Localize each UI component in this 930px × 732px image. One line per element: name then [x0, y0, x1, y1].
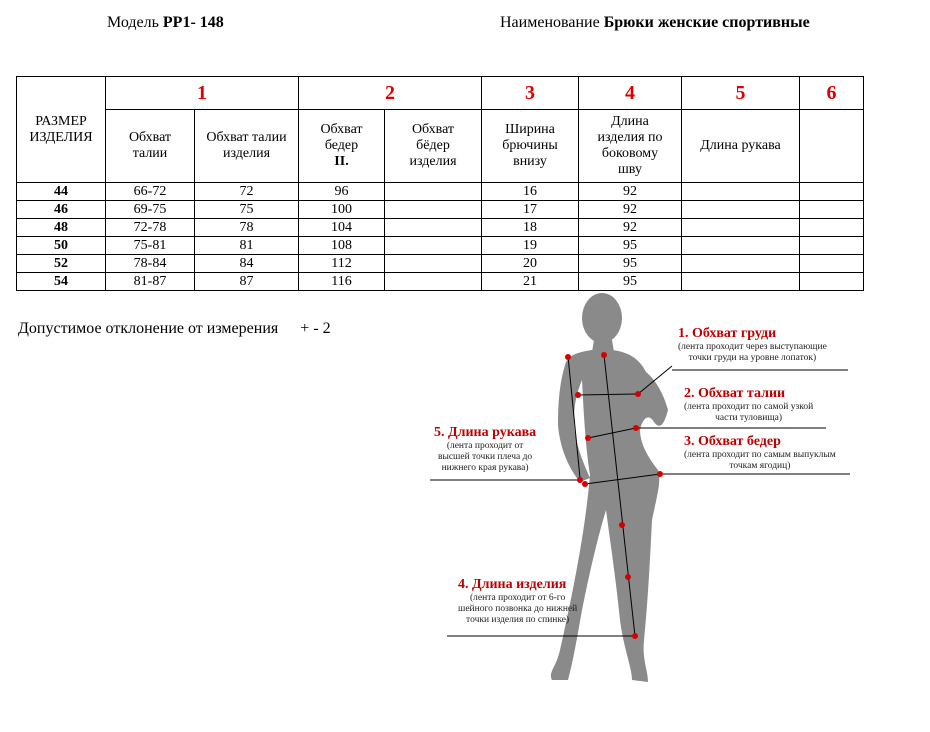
value-cell: 72: [195, 183, 299, 201]
size-cell: 54: [17, 273, 106, 291]
model-value: PP1- 148: [162, 14, 224, 31]
value-cell: 116: [299, 273, 385, 291]
group-number-3: 3: [482, 77, 579, 110]
subheader-cell: Длина рукава: [682, 110, 800, 183]
annotation-length: 4. Длина изделия (лента проходит от 6-го шейного позвонка до нижней точки изделия по спинке): [458, 577, 578, 625]
subheader-cell: Ширина брючины внизу: [482, 110, 579, 183]
value-cell: 17: [482, 201, 579, 219]
annotation-hips: 3. Обхват бедер (лента проходит по самым выпуклым точкам ягодиц): [684, 434, 836, 471]
tolerance-value: + - 2: [300, 320, 331, 337]
model-label: Модель: [107, 14, 159, 31]
value-cell: 84: [195, 255, 299, 273]
corner-line-2: ИЗДЕЛИЯ: [29, 129, 93, 145]
value-cell: 75-81: [106, 237, 195, 255]
value-cell: 108: [299, 237, 385, 255]
value-cell: 100: [299, 201, 385, 219]
value-cell: 75: [195, 201, 299, 219]
value-cell: 66-72: [106, 183, 195, 201]
value-cell: 87: [195, 273, 299, 291]
group-number-5: 5: [682, 77, 800, 110]
subheader-cell: Обхват талии изделия: [195, 110, 299, 183]
value-cell: 78-84: [106, 255, 195, 273]
subheader-cell: Обхват бёдер изделия: [385, 110, 482, 183]
value-cell: 95: [579, 273, 682, 291]
subheader-cell: Обхват бедер II.: [299, 110, 385, 183]
value-cell: 20: [482, 255, 579, 273]
value-cell: 95: [579, 237, 682, 255]
corner-line-1: РАЗМЕР: [35, 113, 87, 129]
size-cell: 44: [17, 183, 106, 201]
subheader-cell: Длина изделия по боковому шву: [579, 110, 682, 183]
value-cell: 18: [482, 219, 579, 237]
name-value: Брюки женские спортивные: [603, 14, 810, 31]
tolerance-label: Допустимое отклонение от измерения: [18, 320, 279, 337]
size-cell: 50: [17, 237, 106, 255]
value-cell: 92: [579, 183, 682, 201]
group-number-4: 4: [579, 77, 682, 110]
annotation-sleeve: 5. Длина рукава (лента проходит от высшей точки плеча до нижнего края рукава): [434, 425, 537, 473]
group-number-2: 2: [299, 77, 482, 110]
annotation-chest: 1. Обхват груди (лента проходит через выступающие точки груди на уровне лопаток): [678, 326, 827, 363]
value-cell: 16: [482, 183, 579, 201]
value-cell: 69-75: [106, 201, 195, 219]
value-cell: 19: [482, 237, 579, 255]
size-cell: 48: [17, 219, 106, 237]
value-cell: 81-87: [106, 273, 195, 291]
value-cell: 112: [299, 255, 385, 273]
value-cell: 72-78: [106, 219, 195, 237]
value-cell: 81: [195, 237, 299, 255]
group-number-1: 1: [106, 77, 299, 110]
annotation-waist: 2. Обхват талии (лента проходит по самой узкой части туловища): [684, 386, 814, 423]
name-label: Наименование: [500, 14, 600, 31]
group-number-6: 6: [800, 77, 864, 110]
value-cell: 92: [579, 219, 682, 237]
subheader-cell: Обхват талии: [106, 110, 195, 183]
value-cell: 95: [579, 255, 682, 273]
value-cell: 96: [299, 183, 385, 201]
size-cell: 46: [17, 201, 106, 219]
size-cell: 52: [17, 255, 106, 273]
value-cell: 78: [195, 219, 299, 237]
value-cell: 21: [482, 273, 579, 291]
value-cell: 92: [579, 201, 682, 219]
value-cell: 104: [299, 219, 385, 237]
